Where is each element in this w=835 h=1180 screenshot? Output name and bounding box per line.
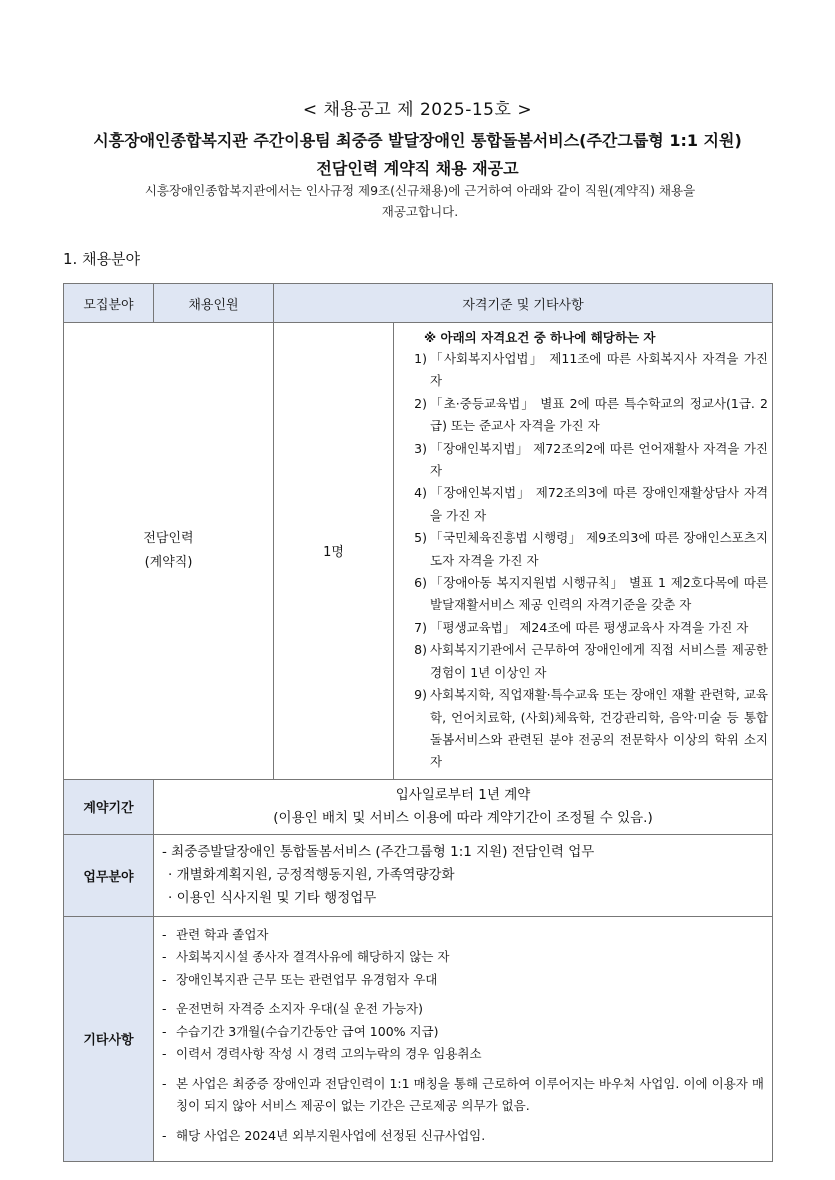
headcount-cell: 1명 [274,323,394,780]
etc-item [162,1021,764,1044]
etc-item-text: 장애인복지관 근무 또는 관련업무 유경험자 우대 [176,971,438,987]
position-name: 전담인력 [143,530,194,546]
qualification-text: 「국민체육진흥법 시행령」 제9조의3에 따른 장애인스포츠지도자 자격을 가진 자 [430,530,769,568]
qualification-text: 「평생교육법」 제24조에 따른 평생교육사 자격을 가진 자 [430,619,749,635]
bullet-dash: - [162,1127,167,1143]
qualification-number: 2) [414,395,427,411]
etc-group [162,998,764,1066]
qualification-item [399,527,768,572]
qualification-text: 「장애인복지법」 제72조의2에 따른 언어재활사 자격을 가진 자 [430,440,769,479]
recruitment-table [63,283,773,1162]
etc-item [162,998,764,1021]
qualification-text: 「사회복지사업법」 제11조에 따른 사회복지사 자격을 가진 자 [430,351,769,389]
qualification-item [399,684,768,774]
contract-label: 계약기간 [64,779,154,834]
qualification-item [399,572,768,617]
bullet-dash: - [162,1001,167,1017]
etc-item [162,1043,764,1066]
qualification-text: 「장애인복지법」 제72조의3에 따른 장애인재활상담사 자격을 가진 자 [430,485,769,523]
etc-item-text: 해당 사업은 2024년 외부지원사업에 선정된 신규사업임. [176,1127,486,1143]
column-header: 채용인원 [154,284,274,323]
table-row [64,779,773,834]
etc-item-text: 이력서 경력사항 작성 시 경력 고의누락의 경우 임용취소 [176,1046,482,1062]
bullet-dash: - [162,926,167,942]
contract-value [154,779,773,834]
qualification-number: 9) [414,687,427,703]
qualification-item [399,438,768,483]
qualification-number: 4) [414,485,427,501]
bullet-dash: - [162,1046,167,1062]
bullet-dash: - [162,949,167,965]
etc-item [162,924,764,947]
qualification-text: 「초·중등교육법」 별표 2에 따른 특수학교의 정교사(1급. 2급) 또는 준교사 자격을 가진 자 [430,395,769,434]
position-type: (계약직) [144,554,193,570]
etc-item-text: 수습기간 3개월(수습기간동안 급여 100% 지급) [176,1023,439,1039]
qualification-list [399,348,768,774]
contract-line: 입사일로부터 1년 계약 [395,786,531,803]
table-header-row [64,284,773,323]
duty-line: · 개별화계획지원, 긍정적행동지원, 가족역량강화 [168,866,455,883]
qualification-number: 5) [414,530,427,546]
qualification-item [399,639,768,684]
column-header: 모집분야 [64,284,154,323]
qualification-item [399,617,768,639]
etc-group [162,1125,764,1148]
qualification-item [399,393,768,438]
etc-label: 기타사항 [64,916,154,1162]
intro-line: 시흥장애인종합복지관에서는 인사규정 제9조(신규채용)에 근거하여 아래와 같이 직원(계약직) 채용을 [144,183,696,198]
notice-number: < 채용공고 제 2025-15호 > [302,100,533,120]
qualification-cell [394,323,773,780]
qualification-item [399,482,768,527]
etc-item [162,969,764,992]
etc-item-text: 운전면허 자격증 소지자 우대(실 운전 가능자) [176,1001,423,1017]
etc-item-text: 본 사업은 최중증 장애인과 전담인력이 1:1 매칭을 통해 근로하여 이루어지는 바우처 사업임. 이에 이용자 매칭이 되지 않아 서비스 제공이 없는 기간은 근로제공 의무가 없음. [176,1075,765,1114]
intro-paragraph [80,180,760,222]
intro-line: 재공고합니다. [381,204,459,219]
contract-line: (이용인 배치 및 서비스 이용에 따라 계약기간이 조정될 수 있음.) [273,809,653,826]
etc-value [154,916,773,1162]
etc-item-text: 관련 학과 졸업자 [176,926,269,942]
qualification-number: 7) [414,619,427,635]
qualification-number: 8) [414,642,427,658]
etc-item [162,946,764,969]
qualification-number: 6) [414,575,427,591]
qualification-number: 3) [414,440,427,456]
etc-item [162,1073,764,1118]
bullet-dash: - [162,971,167,987]
section-title: 1. 채용분야 [63,250,141,268]
etc-item-text: 사회복지시설 종사자 결격사유에 해당하지 않는 자 [176,949,450,965]
duty-value [154,834,773,916]
position-cell [64,323,274,780]
bullet-dash: - [162,1075,167,1091]
duty-line: · 이용인 식사지원 및 기타 행정업무 [168,889,377,906]
page-subtitle: 전담인력 계약직 채용 재공고 [316,159,519,178]
qualification-text: 「장애아동 복지지원법 시행규칙」 별표 1 제2호다목에 따른 발달재활서비스 제공 인력의 자격기준을 갖춘 자 [430,575,769,613]
etc-group [162,1073,764,1118]
qualification-item [399,348,768,393]
page-title: 시흥장애인종합복지관 주간이용팀 최중증 발달장애인 통합돌봄서비스(주간그룹형 1:1 지원) [93,131,742,150]
table-row [64,323,773,780]
etc-group [162,924,764,992]
table-row [64,834,773,916]
qualification-number: 1) [414,351,427,366]
duty-label: 업무분야 [64,834,154,916]
qualification-text: 사회복지기관에서 근무하여 장애인에게 직접 서비스를 제공한 경험이 1년 이상인 자 [430,642,769,680]
etc-item [162,1125,764,1148]
table-row [64,916,773,1162]
column-header: 자격기준 및 기타사항 [274,284,773,323]
qualification-text: 사회복지학, 직업재활·특수교육 또는 장애인 재활 관련학, 교육학, 언어치료학, (사회)체육학, 건강관리학, 음악·미술 등 통합돌봄서비스와 관련된 분야 전공의 전문학사 이상의 학위 소지자 [430,687,769,770]
bullet-dash: - [162,1023,167,1039]
qualification-lead: ※ 아래의 자격요건 중 하나에 해당하는 자 [424,330,656,345]
duty-line: - 최중증발달장애인 통합돌봄서비스 (주간그룹형 1:1 지원) 전담인력 업무 [162,843,595,860]
